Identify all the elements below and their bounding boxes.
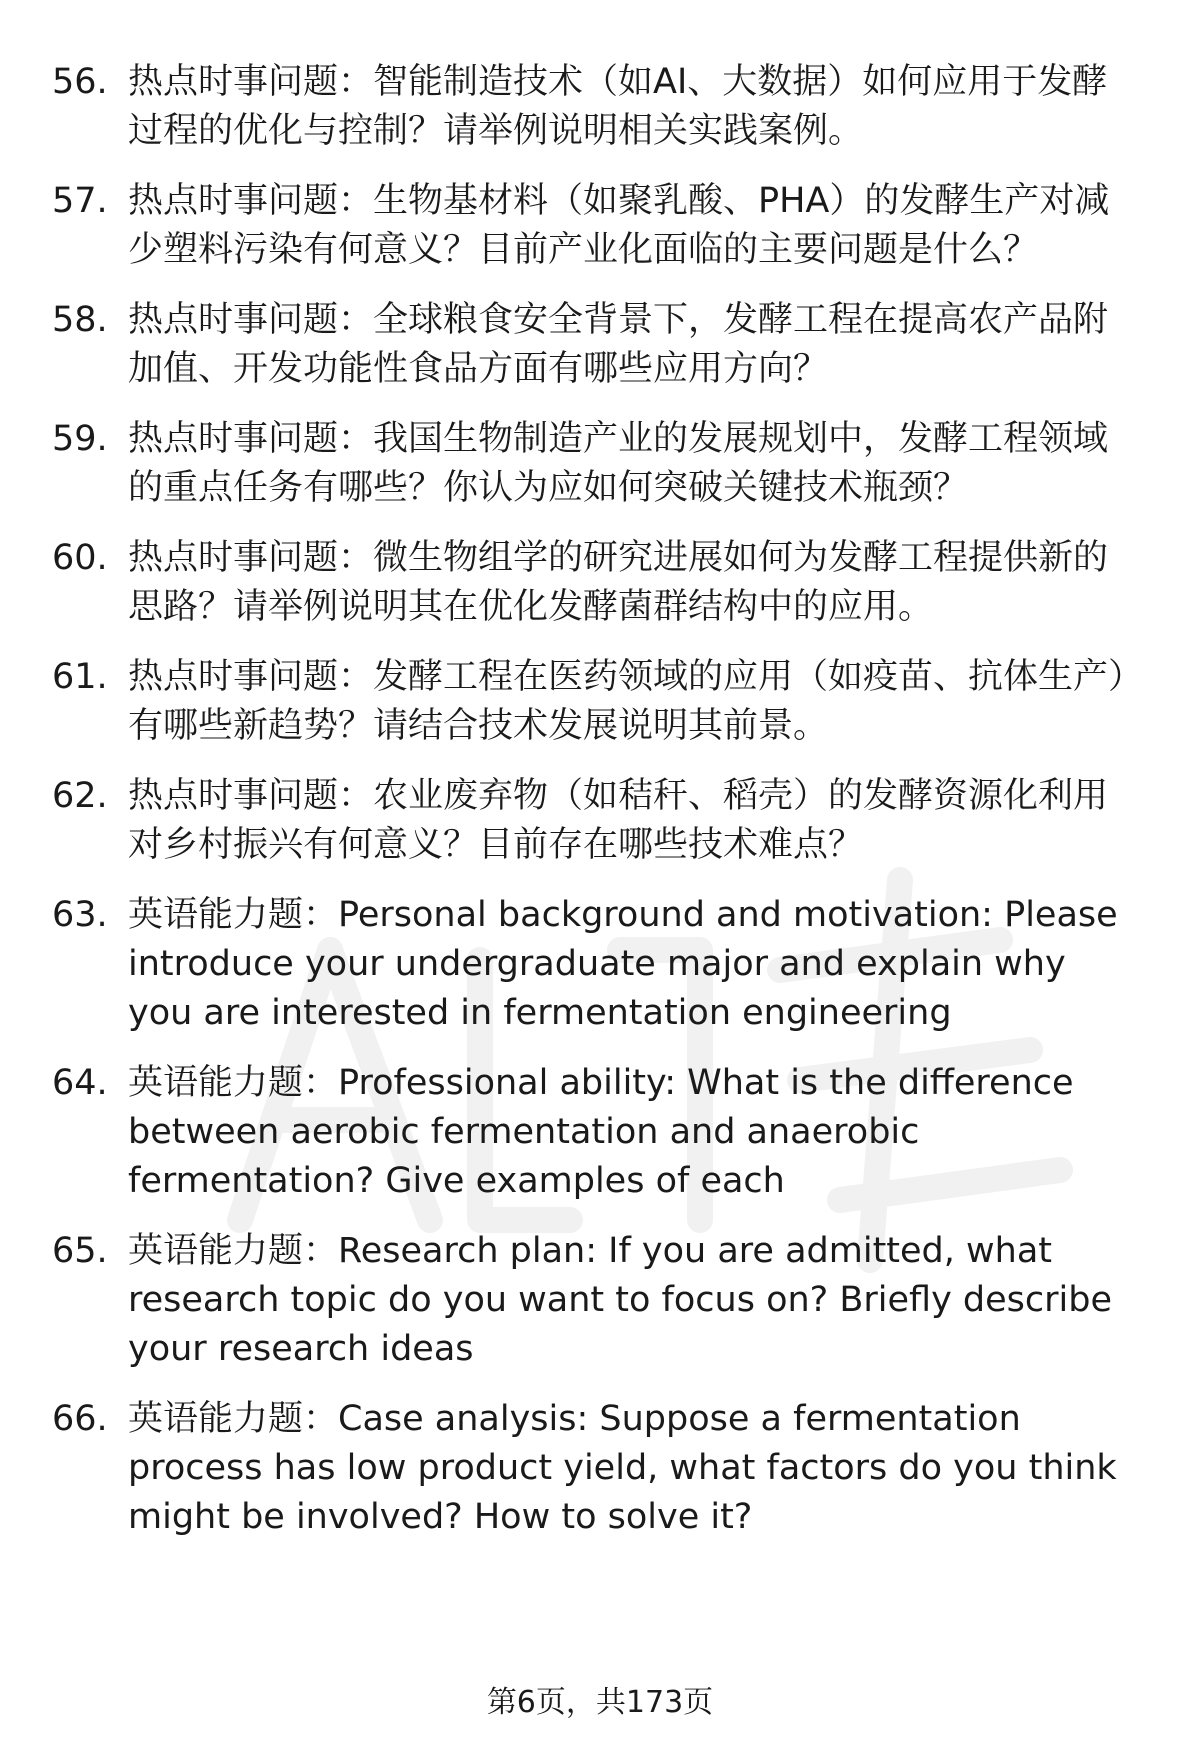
question-number: 65. (52, 1231, 108, 1271)
question-62 (52, 772, 1172, 870)
question-text: 热点时事问题：微生物组学的研究进展如何为发酵工程提供新的思路？请举例说明其在优化发酵菌群结构中的应用。 (128, 538, 1109, 627)
question-text: 热点时事问题：发酵工程在医药领域的应用（如疫苗、抗体生产）有哪些新趋势？请结合技术发展说明其前景。 (128, 657, 1126, 746)
question-number: 64. (52, 1063, 108, 1103)
question-list (52, 58, 1172, 1542)
question-text: 热点时事问题：智能制造技术（如AI、大数据）如何应用于发酵过程的优化与控制？请举例说明相关实践案例。 (128, 62, 1108, 151)
question-text: 热点时事问题：全球粮食安全背景下，发酵工程在提高农产品附加值、开发功能性食品方面有哪些应用方向？ (128, 300, 1109, 389)
question-58 (52, 296, 1172, 394)
question-66 (52, 1395, 1172, 1542)
question-number: 58. (52, 300, 108, 340)
question-text: 热点时事问题：农业废弃物（如秸秆、稻壳）的发酵资源化利用对乡村振兴有何意义？目前存在哪些技术难点？ (128, 776, 1109, 865)
question-number: 60. (52, 538, 108, 578)
question-57 (52, 177, 1172, 275)
question-59 (52, 415, 1172, 513)
question-number: 62. (52, 776, 108, 816)
question-63 (52, 891, 1172, 1038)
question-61 (52, 653, 1172, 751)
question-text: 英语能力题：Research plan: If you are admitted, what research topic do you want to focus on? Briefly describe your research ideas (128, 1231, 1112, 1369)
question-text: 英语能力题：Personal background and motivation: Please introduce your undergraduate major and explain why you are interested in fermentation engineering (128, 895, 1118, 1033)
question-text: 热点时事问题：生物基材料（如聚乳酸、PHA）的发酵生产对减少塑料污染有何意义？目前产业化面临的主要问题是什么？ (128, 181, 1110, 270)
question-64 (52, 1059, 1172, 1206)
question-number: 66. (52, 1399, 108, 1439)
page-indicator: 第6页，共173页 (486, 1685, 714, 1720)
question-number: 57. (52, 181, 108, 221)
question-text: 英语能力题：Professional ability: What is the difference between aerobic fermentation and anaerobic fermentation? Give examples of each (128, 1063, 1074, 1201)
question-60 (52, 534, 1172, 632)
question-number: 61. (52, 657, 108, 697)
question-number: 56. (52, 62, 108, 102)
question-56 (52, 58, 1172, 156)
question-number: 63. (52, 895, 108, 935)
question-number: 59. (52, 419, 108, 459)
question-text: 热点时事问题：我国生物制造产业的发展规划中，发酵工程领域的重点任务有哪些？你认为应如何突破关键技术瓶颈？ (128, 419, 1109, 508)
question-65 (52, 1227, 1172, 1374)
question-text: 英语能力题：Case analysis: Suppose a fermentation process has low product yield, what factors do you think might be involved? How to solve it? (128, 1399, 1117, 1537)
